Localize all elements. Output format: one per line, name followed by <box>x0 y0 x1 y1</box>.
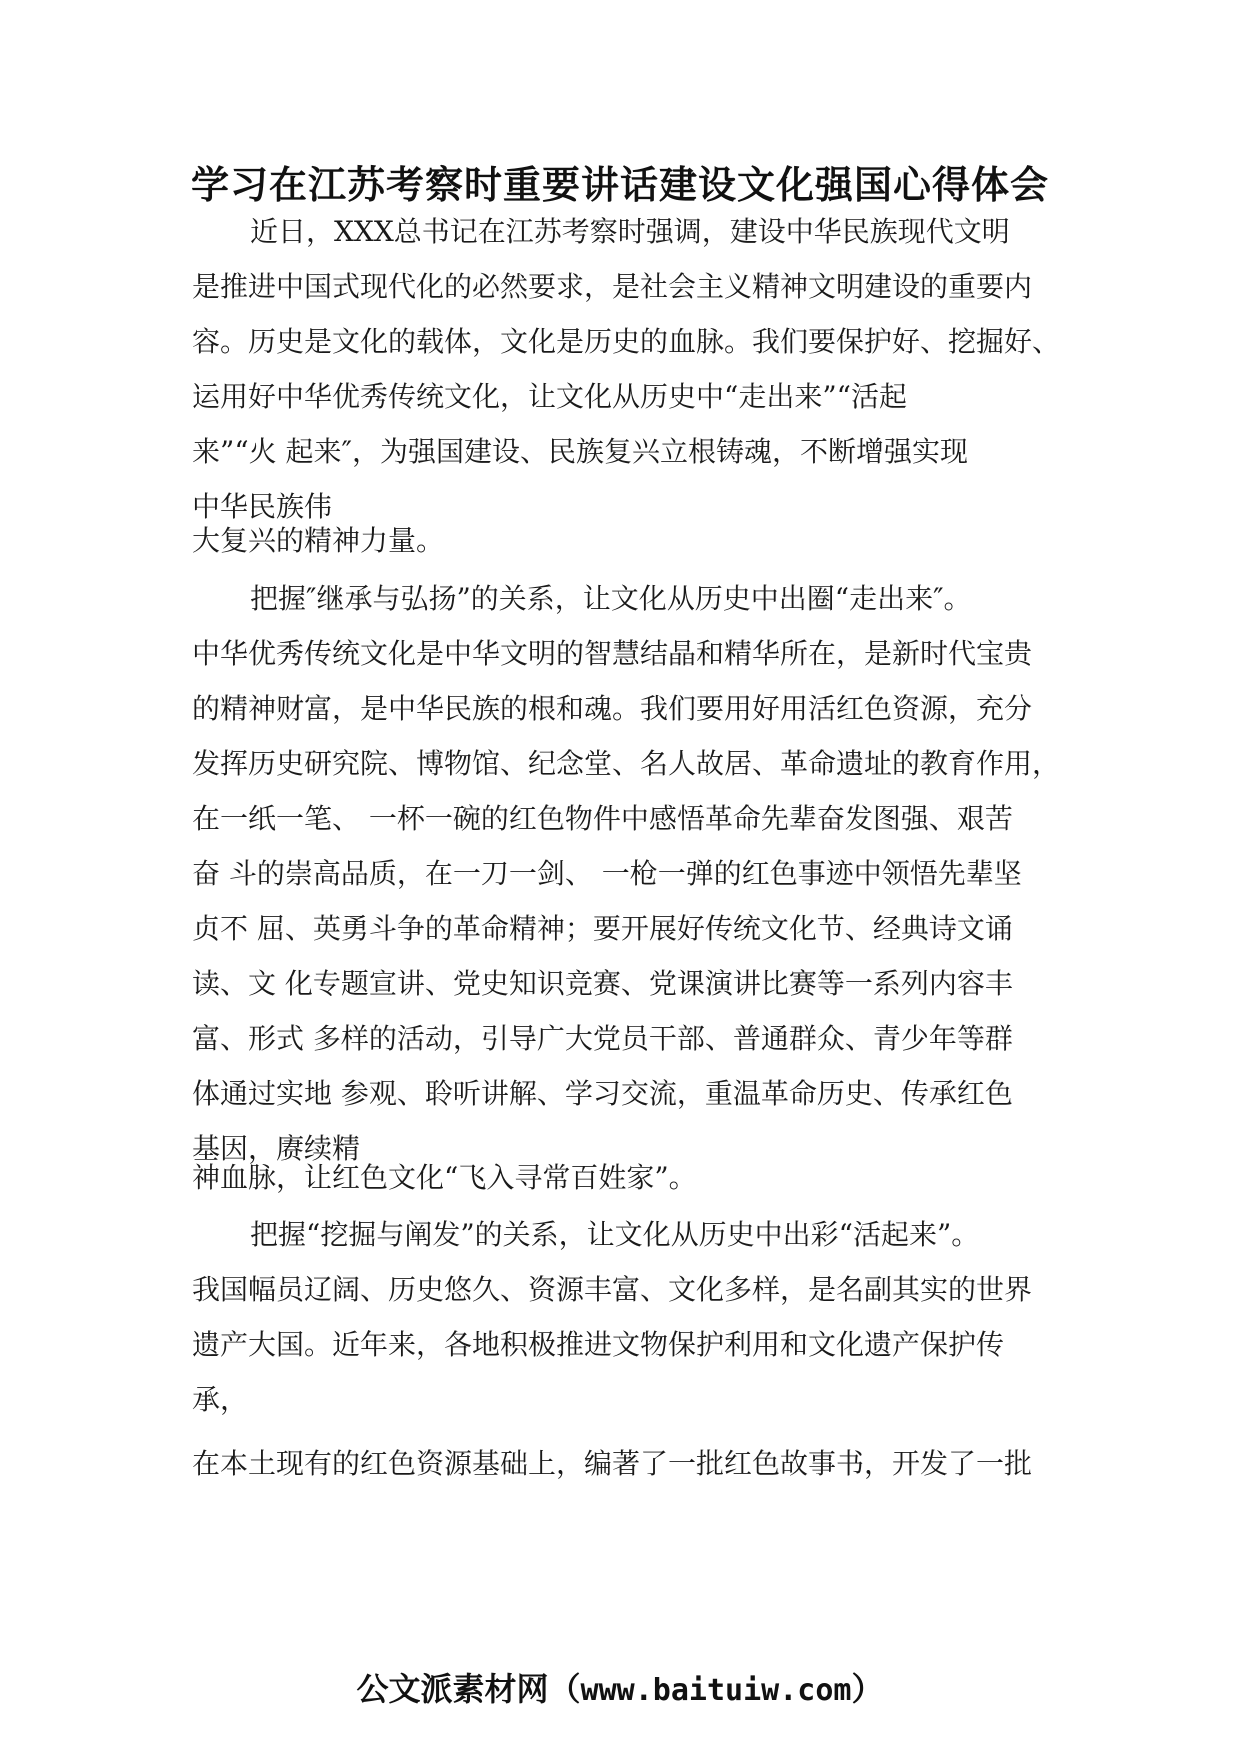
text-line: 近日，XXX总书记在江苏考察时强调，建设中华民族现代文明 <box>250 215 1010 248</box>
text-line: 基因，赓续精 <box>192 1132 361 1165</box>
text-line: 读、文 化专题宣讲、党史知识竞赛、党课演讲比赛等一系列内容丰 <box>192 967 1013 1000</box>
text-line: 体通过实地 参观、聆听讲解、学习交流，重温革命历史、传承红色 <box>192 1077 1013 1110</box>
paragraph-1 <box>192 204 1061 534</box>
text-line: 把握“挖掘与阐发”的关系，让文化从历史中出彩“活起来”。 <box>250 1218 980 1251</box>
text-line: 是推进中国式现代化的必然要求，是社会主义精神文明建设的重要内 <box>192 270 1033 303</box>
text-line: 神血脉，让红色文化“飞入寻常百姓家”。 <box>192 1161 697 1194</box>
text-line: 把握″继承与弘扬”的关系，让文化从历史中出圈“走出来″。 <box>250 582 972 615</box>
text-line: 富、形式 多样的活动，引导广大党员干部、普通群众、青少年等群 <box>192 1022 1013 1055</box>
paragraph-3-continuation <box>192 1436 1052 1491</box>
text-line: 在本土现有的红色资源基础上，编著了一批红色故事书，开发了一批 <box>192 1447 1033 1480</box>
footer-close-paren: ） <box>851 1670 884 1708</box>
text-line: 奋 斗的崇高品质，在一刀一剑、 一枪一弹的红色事迹中领悟先辈坚 <box>192 857 1022 890</box>
paragraph-1-continuation <box>192 513 1052 568</box>
text-line: 承， <box>192 1383 249 1416</box>
text-line: 大复兴的精神力量。 <box>192 524 445 557</box>
footer-site-name: 公文派素材网 <box>356 1670 549 1708</box>
text-line: 的精神财富，是中华民族的根和魂。我们要用好用活红色资源，充分 <box>192 692 1033 725</box>
footer-url[interactable]: www.baituiw.com <box>580 1673 852 1708</box>
footer-open-paren: （ <box>548 1670 581 1708</box>
text-line: 遗产大国。近年来，各地积极推进文物保护利用和文化遗产保护传 <box>192 1328 1005 1361</box>
paragraph-2 <box>192 571 1061 1176</box>
text-line: 发挥历史研究院、博物馆、纪念堂、名人故居、革命遗址的教育作用， <box>192 747 1061 780</box>
text-line: 容。历史是文化的载体，文化是历史的血脉。我们要保护好、挖掘好、 <box>192 325 1061 358</box>
document-title: 学习在江苏考察时重要讲话建设文化强国心得体会 <box>190 162 1049 207</box>
paragraph-3 <box>192 1207 1052 1427</box>
footer-watermark <box>0 1666 1240 1714</box>
text-line: 来”“火 起来″，为强国建设、民族复兴立根铸魂，不断增强实现 <box>192 435 968 468</box>
paragraph-2-continuation <box>192 1150 1052 1205</box>
text-line: 在一纸一笔、 一杯一碗的红色物件中感悟革命先辈奋发图强、艰苦 <box>192 802 1013 835</box>
text-line: 中华民族伟 <box>192 490 333 523</box>
text-line: 运用好中华优秀传统文化，让文化从历史中“走出来”“活起 <box>192 380 907 413</box>
text-line: 贞不 屈、英勇斗争的革命精神；要开展好传统文化节、经典诗文诵 <box>192 912 1013 945</box>
text-line: 中华优秀传统文化是中华文明的智慧结晶和精华所在，是新时代宝贵 <box>192 637 1033 670</box>
text-line: 我国幅员辽阔、历史悠久、资源丰富、文化多样，是名副其实的世界 <box>192 1273 1033 1306</box>
